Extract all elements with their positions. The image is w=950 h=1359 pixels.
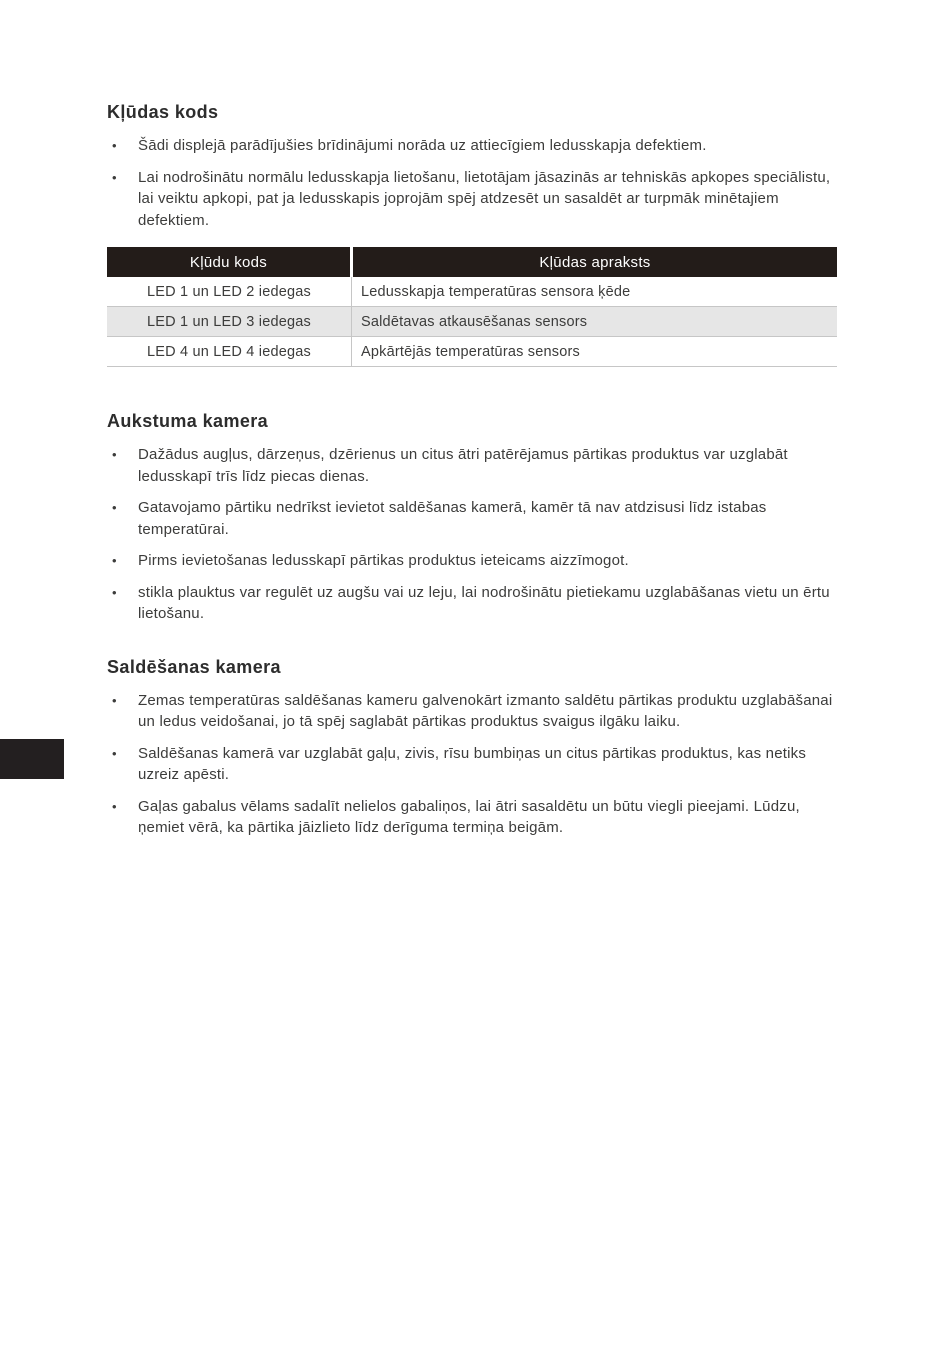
bullet-marker: •: [112, 500, 117, 515]
bullet-item: [107, 690, 837, 733]
bullet-text: Pirms ievietošanas ledusskapī pārtikas produktus ieteicams aizzīmogot.: [138, 552, 629, 569]
bullet-item: [107, 497, 837, 540]
table-cell-code: LED 1 un LED 2 iedegas: [107, 277, 352, 307]
bullet-marker: •: [112, 584, 117, 600]
bullet-item: [107, 444, 837, 487]
bullet-text: Dažādus augļus, dārzeņus, dzērienus un citus ātri patērējamus pārtikas produktus var uzglabāt ledusskapī trīs līdz piecas dienas.: [138, 446, 788, 485]
bullet-item: [107, 743, 837, 786]
error-code-table-head: [107, 247, 837, 277]
table-header-row: [107, 247, 837, 277]
bullet-marker: •: [112, 798, 117, 814]
bullet-marker: •: [112, 745, 117, 761]
table-header-cell-description: Kļūdas apraksts: [352, 247, 838, 277]
bullet-item: [107, 167, 837, 232]
bullet-marker: •: [112, 447, 117, 462]
table-cell-code: LED 4 un LED 4 iedegas: [107, 337, 352, 367]
cooling-chamber-bullet-list: [107, 444, 837, 625]
bullet-item: [107, 796, 837, 839]
section-heading-error-code: Kļūdas kods: [107, 102, 219, 122]
bullet-text: Lai nodrošinātu normālu ledusskapja lietošanu, lietotājam jāsazinās ar tehniskās apkopes speciālistu, lai veiktu apkopi, pat ja ledusskapis joprojām spēj atdzesēt un sasaldēt ar turpmāk minētajiem defektiem.: [138, 168, 831, 229]
bullet-item: [107, 135, 837, 157]
bullet-text: stikla plauktus var regulēt uz augšu vai uz leju, lai nodrošinātu pietiekamu uzglabāšanas vietu un ērtu lietošanu.: [138, 583, 830, 622]
table-cell-code: LED 1 un LED 3 iedegas: [107, 307, 352, 337]
table-cell-description: Apkārtējās temperatūras sensors: [361, 343, 580, 360]
bullet-marker: •: [112, 169, 117, 185]
document-page-content: [107, 0, 837, 839]
table-cell-description: Ledusskapja temperatūras sensora ķēde: [361, 283, 631, 300]
bullet-marker: •: [112, 138, 117, 153]
error-code-bullet-list: [107, 135, 837, 231]
bullet-text: Gaļas gabalus vēlams sadalīt nelielos gabaliņos, lai ātri sasaldētu un būtu viegli pieejami. Lūdzu, ņemiet vērā, ka pārtika jāizlieto līdz derīguma termiņa beigām.: [138, 797, 800, 836]
bullet-text: Šādi displejā parādījušies brīdinājumi norāda uz attiecīgiem ledusskapja defektiem.: [138, 137, 707, 154]
table-header-cell-code: Kļūdu kods: [107, 247, 352, 277]
page-edge-tab: [0, 739, 64, 779]
section-heading-cooling-chamber: Aukstuma kamera: [107, 411, 269, 431]
table-row: [107, 277, 837, 307]
error-code-table: [107, 247, 837, 367]
table-row: [107, 337, 837, 367]
bullet-item: [107, 550, 837, 572]
bullet-text: Zemas temperatūras saldēšanas kameru galvenokārt izmanto saldētu pārtikas produktu uzglabāšanai un ledus veidošanai, jo tā spēj saglabāt pārtikas produktus svaigus ilgāku laiku.: [138, 691, 833, 730]
freezer-chamber-bullet-list: [107, 690, 837, 839]
bullet-item: [107, 582, 837, 625]
error-code-table-body: [107, 277, 837, 367]
section-heading-freezer-chamber: Saldēšanas kamera: [107, 656, 281, 677]
bullet-text: Saldēšanas kamerā var uzglabāt gaļu, zivis, rīsu bumbiņas un citus pārtikas produktus, kas netiks uzreiz apēsti.: [138, 744, 807, 783]
bullet-marker: •: [112, 553, 117, 568]
bullet-text: Gatavojamo pārtiku nedrīkst ievietot saldēšanas kamerā, kamēr tā nav atdzisusi līdz istabas temperatūrai.: [138, 499, 767, 538]
table-row: [107, 307, 837, 337]
bullet-marker: •: [112, 692, 117, 708]
table-cell-description: Saldētavas atkausēšanas sensors: [361, 313, 588, 330]
